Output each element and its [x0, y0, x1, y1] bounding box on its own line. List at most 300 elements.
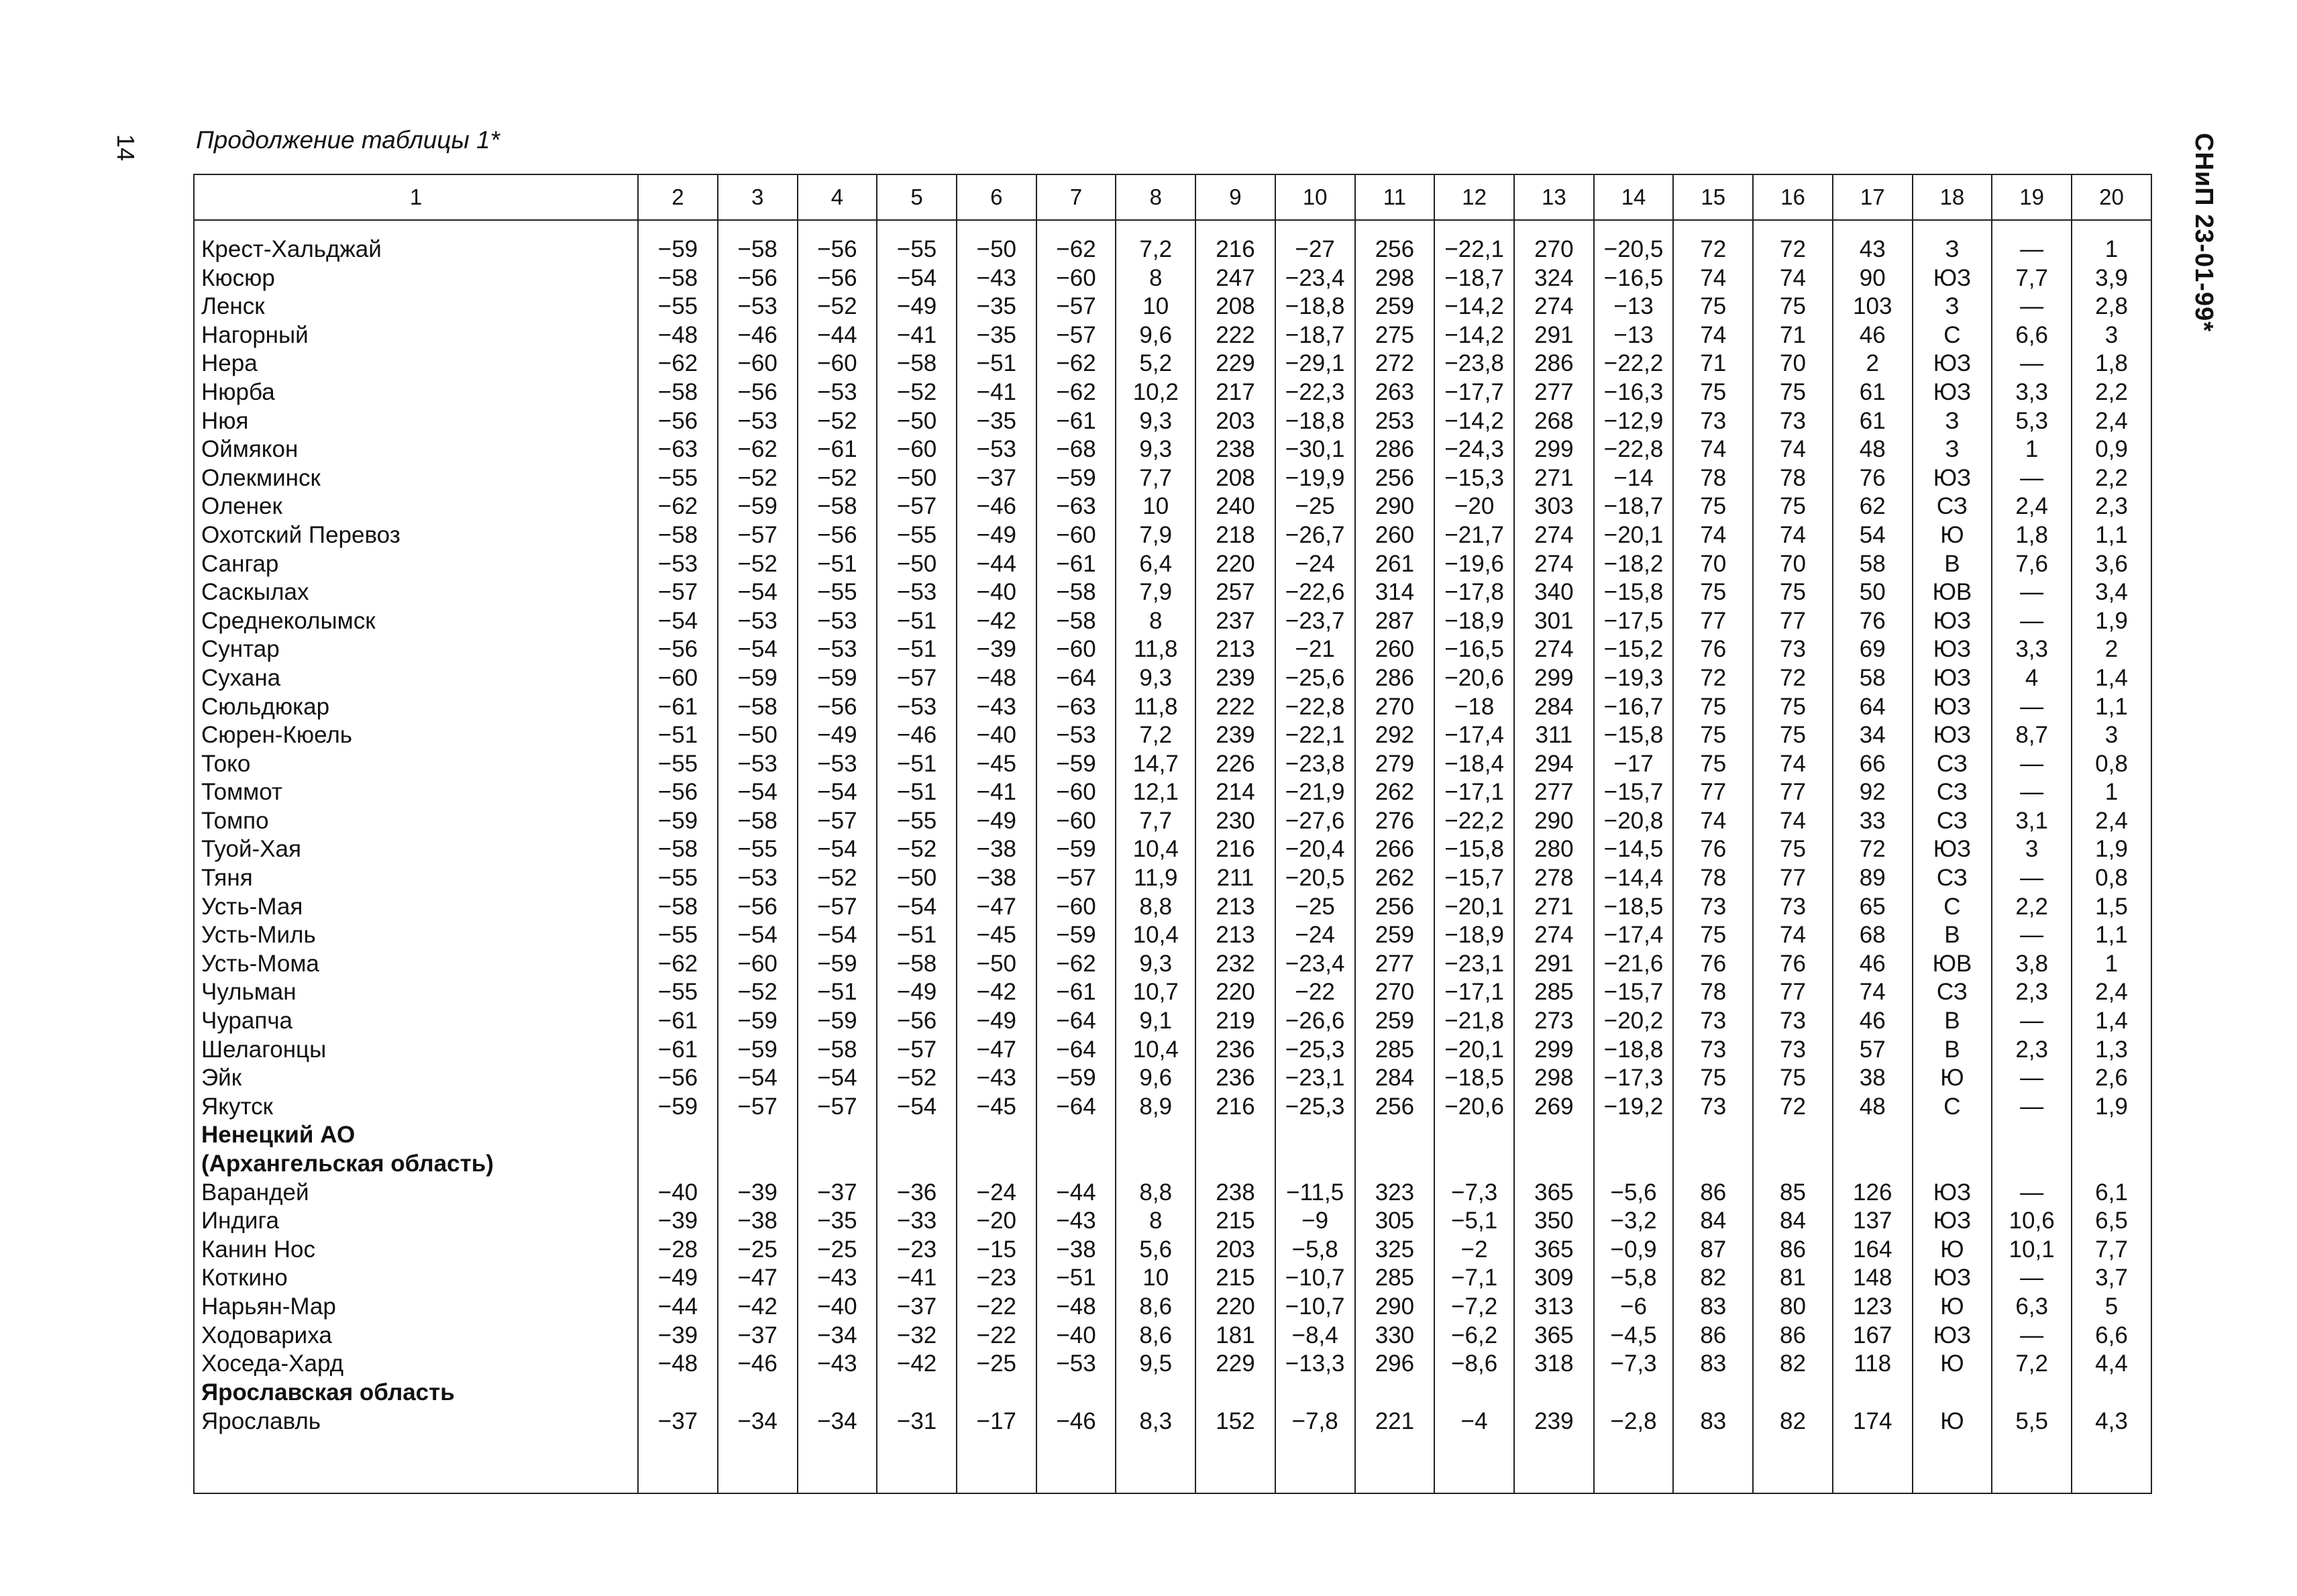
table-cell: 80 [1753, 1293, 1833, 1322]
table-cell: 291 [1514, 950, 1594, 979]
column-header: 7 [1036, 174, 1116, 220]
station-name: Хоседа-Хард [194, 1350, 638, 1379]
column-header: 19 [1992, 174, 2072, 220]
table-cell: −44 [798, 321, 877, 350]
station-name: Чурапча [194, 1007, 638, 1036]
column-header: 1 [194, 174, 638, 220]
table-cell: ЮЗ [1913, 693, 1992, 722]
table-cell: 268 [1514, 407, 1594, 436]
table-cell: 7,2 [1116, 235, 1195, 264]
table-cell: 61 [1833, 407, 1913, 436]
table-cell: −53 [718, 750, 798, 779]
table-cell: −54 [798, 921, 877, 950]
table-cell: 1,4 [2072, 664, 2151, 693]
table-cell: −43 [957, 264, 1036, 293]
table-cell: −32 [877, 1322, 957, 1350]
table-cell: −62 [638, 350, 718, 378]
table-cell: −61 [638, 693, 718, 722]
table-cell: −0,9 [1594, 1236, 1674, 1265]
table-cell: −49 [957, 1007, 1036, 1036]
table-cell: 260 [1355, 521, 1435, 550]
table-cell: −6 [1594, 1293, 1674, 1322]
table-cell: 309 [1514, 1264, 1594, 1293]
table-cell: −4,5 [1594, 1322, 1674, 1350]
table-cell: — [1992, 778, 2072, 807]
table-cell: −62 [1036, 235, 1116, 264]
table-cell: 229 [1195, 350, 1275, 378]
table-cell: 83 [1673, 1293, 1753, 1322]
table-cell: −52 [718, 550, 798, 579]
table-cell: −38 [957, 864, 1036, 893]
table-cell: −64 [1036, 1007, 1116, 1036]
table-cell: −42 [957, 978, 1036, 1007]
table-cell: −63 [1036, 693, 1116, 722]
table-row [194, 921, 2151, 950]
table-cell: −37 [957, 464, 1036, 493]
table-cell: 181 [1195, 1322, 1275, 1350]
station-name: Олекминск [194, 464, 638, 493]
table-cell: −7,8 [1275, 1407, 1355, 1465]
table-cell: 253 [1355, 407, 1435, 436]
table-cell: −57 [718, 1093, 798, 1122]
table-cell: 260 [1355, 635, 1435, 664]
table-cell: 86 [1753, 1236, 1833, 1265]
table-cell: −55 [877, 807, 957, 836]
table-cell: 215 [1195, 1264, 1275, 1293]
column-header: 4 [798, 174, 877, 220]
station-name: Чульман [194, 978, 638, 1007]
table-cell: −15,7 [1594, 778, 1674, 807]
table-cell: 73 [1673, 1036, 1753, 1065]
station-name: Нюя [194, 407, 638, 436]
table-cell: 92 [1833, 778, 1913, 807]
table-cell: 33 [1833, 807, 1913, 836]
table-cell: −60 [1036, 778, 1116, 807]
column-header: 20 [2072, 174, 2151, 220]
table-cell: −56 [638, 1064, 718, 1093]
table-cell: −41 [957, 778, 1036, 807]
table-cell: −19,6 [1434, 550, 1514, 579]
table-cell: 256 [1355, 893, 1435, 922]
table-cell: −34 [718, 1407, 798, 1465]
station-name: Нарьян-Мар [194, 1293, 638, 1322]
table-cell: −18,8 [1275, 292, 1355, 321]
table-cell: 1 [2072, 235, 2151, 264]
table-cell: 3,8 [1992, 950, 2072, 979]
table-cell: 10,7 [1116, 978, 1195, 1007]
table-cell: −58 [798, 1036, 877, 1065]
table-cell: 2,6 [2072, 1064, 2151, 1093]
table-cell: 256 [1355, 464, 1435, 493]
table-cell: 298 [1514, 1064, 1594, 1093]
table-cell: 61 [1833, 378, 1913, 407]
station-name: Оленек [194, 492, 638, 521]
table-cell: −17,8 [1434, 578, 1514, 607]
table-cell: 10,4 [1116, 1036, 1195, 1065]
table-cell: −57 [877, 664, 957, 693]
section-heading: Ненецкий АО [194, 1121, 638, 1150]
table-cell: 7,6 [1992, 550, 2072, 579]
table-cell: −50 [957, 235, 1036, 264]
table-cell: −56 [798, 521, 877, 550]
table-row [194, 635, 2151, 664]
table-cell: 2,2 [2072, 464, 2151, 493]
table-cell: −22,6 [1275, 578, 1355, 607]
table-cell: −22,1 [1275, 721, 1355, 750]
table-cell: — [1992, 607, 2072, 636]
table-cell: 263 [1355, 378, 1435, 407]
table-cell: −46 [718, 321, 798, 350]
table-cell: −20 [1434, 492, 1514, 521]
table-cell: 0,8 [2072, 864, 2151, 893]
table-cell: −44 [638, 1293, 718, 1322]
table-cell: −57 [718, 521, 798, 550]
table-cell: 330 [1355, 1322, 1435, 1350]
table-cell: −22,8 [1594, 435, 1674, 464]
table-cell: −56 [798, 235, 877, 264]
table-cell: −52 [798, 292, 877, 321]
table-cell: 72 [1833, 835, 1913, 864]
table-cell: — [1992, 235, 2072, 264]
table-cell: 8 [1116, 1207, 1195, 1236]
table-cell: −55 [798, 578, 877, 607]
table-cell: 86 [1673, 1179, 1753, 1208]
table-cell: 84 [1673, 1207, 1753, 1236]
table-cell: 323 [1355, 1179, 1435, 1208]
table-cell: 230 [1195, 807, 1275, 836]
table-cell: −60 [1036, 264, 1116, 293]
station-name: Охотский Перевоз [194, 521, 638, 550]
table-cell: 75 [1753, 578, 1833, 607]
table-cell: 3 [2072, 721, 2151, 750]
table-cell: −8,4 [1275, 1322, 1355, 1350]
table-cell: −52 [718, 464, 798, 493]
table-cell: 54 [1833, 521, 1913, 550]
table-cell: −15 [957, 1236, 1036, 1265]
table-cell: −27 [1275, 235, 1355, 264]
table-cell: −40 [957, 721, 1036, 750]
table-cell: — [1992, 1179, 2072, 1208]
table-cell: −25 [957, 1350, 1036, 1379]
table-cell: −43 [1036, 1207, 1116, 1236]
table-cell: −57 [798, 893, 877, 922]
table-cell: 74 [1833, 978, 1913, 1007]
table-cell: −6,2 [1434, 1322, 1514, 1350]
station-name: Ленск [194, 292, 638, 321]
table-cell: −55 [638, 921, 718, 950]
table-cell: −26,7 [1275, 521, 1355, 550]
table-cell: −14,2 [1434, 407, 1514, 436]
table-cell: −63 [638, 435, 718, 464]
table-cell: −41 [957, 378, 1036, 407]
table-cell: Ю [1913, 1064, 1992, 1093]
table-cell: −17,4 [1434, 721, 1514, 750]
table-cell: 8,6 [1116, 1293, 1195, 1322]
table-cell: −45 [957, 750, 1036, 779]
station-name: Сунтар [194, 635, 638, 664]
table-cell: 325 [1355, 1236, 1435, 1265]
station-name: Оймякон [194, 435, 638, 464]
table-cell: −53 [1036, 721, 1116, 750]
table-cell: 75 [1673, 693, 1753, 722]
table-cell: −53 [718, 407, 798, 436]
table-cell: −50 [718, 721, 798, 750]
table-cell: 74 [1673, 521, 1753, 550]
table-cell: −42 [877, 1350, 957, 1379]
table-cell: −53 [798, 635, 877, 664]
table-cell: −60 [638, 664, 718, 693]
table-cell: 123 [1833, 1293, 1913, 1322]
station-name: Коткино [194, 1264, 638, 1293]
table-row [194, 378, 2151, 407]
table-cell: −15,7 [1594, 978, 1674, 1007]
table-cell: 215 [1195, 1207, 1275, 1236]
table-cell: −18 [1434, 693, 1514, 722]
table-cell: −23 [957, 1264, 1036, 1293]
table-row [194, 521, 2151, 550]
station-name: Токо [194, 750, 638, 779]
table-cell: 11,8 [1116, 693, 1195, 722]
table-cell: −59 [1036, 835, 1116, 864]
table-cell: −57 [1036, 864, 1116, 893]
table-cell: 10 [1116, 1264, 1195, 1293]
table-cell: 10 [1116, 492, 1195, 521]
table-cell: З [1913, 292, 1992, 321]
table-cell: −18,8 [1594, 1036, 1674, 1065]
table-cell: 1 [1992, 435, 2072, 464]
table-cell: 365 [1514, 1179, 1594, 1208]
table-cell: 229 [1195, 1350, 1275, 1379]
table-cell: 276 [1355, 807, 1435, 836]
table-cell: −24,3 [1434, 435, 1514, 464]
table-cell: 208 [1195, 292, 1275, 321]
table-cell: −55 [638, 464, 718, 493]
table-cell: 7,2 [1116, 721, 1195, 750]
table-cell: ЮЗ [1913, 1179, 1992, 1208]
table-cell: 9,6 [1116, 1064, 1195, 1093]
station-name: Туой-Хая [194, 835, 638, 864]
page-number: 14 [112, 134, 140, 162]
table-cell: −23,4 [1275, 264, 1355, 293]
table-cell: 277 [1514, 778, 1594, 807]
table-cell: −49 [638, 1264, 718, 1293]
table-cell: −42 [957, 607, 1036, 636]
table-cell: −16,3 [1594, 378, 1674, 407]
station-name: Крест-Хальджай [194, 235, 638, 264]
table-cell: 70 [1753, 550, 1833, 579]
table-cell: 75 [1673, 1064, 1753, 1093]
table-cell: −59 [798, 950, 877, 979]
table-cell: −53 [638, 550, 718, 579]
table-cell: 2,2 [1992, 893, 2072, 922]
table-cell: −15,3 [1434, 464, 1514, 493]
table-cell: −54 [718, 635, 798, 664]
station-name: Индига [194, 1207, 638, 1236]
table-cell: −52 [798, 407, 877, 436]
table-cell: −51 [798, 550, 877, 579]
table-cell: −51 [877, 635, 957, 664]
table-cell: 71 [1753, 321, 1833, 350]
table-cell: −62 [1036, 350, 1116, 378]
table-cell: 280 [1514, 835, 1594, 864]
table-cell: −60 [1036, 893, 1116, 922]
table-cell: −17,1 [1434, 978, 1514, 1007]
table-cell: −20,6 [1434, 1093, 1514, 1122]
table-cell: −37 [877, 1293, 957, 1322]
document-code: СНиП 23-01-99* [2190, 133, 2218, 333]
table-cell: −56 [638, 407, 718, 436]
table-cell: −10,7 [1275, 1264, 1355, 1293]
table-cell: 236 [1195, 1064, 1275, 1093]
column-header: 2 [638, 174, 718, 220]
station-name: Тяня [194, 864, 638, 893]
table-cell: 284 [1355, 1064, 1435, 1093]
table-cell: −22,3 [1275, 378, 1355, 407]
table-cell: 6,6 [1992, 321, 2072, 350]
table-cell: 222 [1195, 693, 1275, 722]
table-cell: −43 [798, 1350, 877, 1379]
table-cell: 237 [1195, 607, 1275, 636]
table-cell: — [1992, 693, 2072, 722]
table-cell: 7,9 [1116, 578, 1195, 607]
table-cell: 43 [1833, 235, 1913, 264]
table-cell: −57 [798, 1093, 877, 1122]
table-cell: −61 [1036, 550, 1116, 579]
table-row [194, 1407, 2151, 1465]
table-cell: −49 [957, 521, 1036, 550]
table-cell: 238 [1195, 1179, 1275, 1208]
table-cell: С [1913, 321, 1992, 350]
table-cell: В [1913, 921, 1992, 950]
station-name: Эйк [194, 1064, 638, 1093]
table-cell: 216 [1195, 835, 1275, 864]
table-cell: −7,1 [1434, 1264, 1514, 1293]
table-cell: −58 [877, 950, 957, 979]
table-cell: 213 [1195, 893, 1275, 922]
station-name: Нюрба [194, 378, 638, 407]
station-name: Сюрен-Кюель [194, 721, 638, 750]
table-cell: −40 [798, 1293, 877, 1322]
table-cell: 38 [1833, 1064, 1913, 1093]
table-cell: 70 [1673, 550, 1753, 579]
table-cell: 238 [1195, 435, 1275, 464]
table-cell: 0,9 [2072, 435, 2151, 464]
station-name: Усть-Мая [194, 893, 638, 922]
table-cell: −48 [638, 321, 718, 350]
table-cell: −52 [877, 1064, 957, 1093]
table-cell: 324 [1514, 264, 1594, 293]
table-cell: ЮЗ [1913, 721, 1992, 750]
table-cell: 77 [1753, 778, 1833, 807]
table-cell: 7,2 [1992, 1350, 2072, 1379]
table-row [194, 1207, 2151, 1236]
table-cell: −39 [638, 1207, 718, 1236]
table-cell: 86 [1753, 1322, 1833, 1350]
table-cell: −49 [798, 721, 877, 750]
table-cell: — [1992, 578, 2072, 607]
table-cell: −22 [957, 1322, 1036, 1350]
table-cell: −58 [638, 264, 718, 293]
table-cell: 240 [1195, 492, 1275, 521]
table-cell: −53 [957, 435, 1036, 464]
table-row [194, 292, 2151, 321]
table-cell: 2,3 [1992, 1036, 2072, 1065]
table-cell: 292 [1355, 721, 1435, 750]
table-cell: −45 [957, 1093, 1036, 1122]
table-cell: 76 [1673, 635, 1753, 664]
table-cell: СЗ [1913, 978, 1992, 1007]
section-row [194, 1121, 2151, 1150]
table-cell: 213 [1195, 921, 1275, 950]
table-cell: −36 [877, 1179, 957, 1208]
table-row [194, 1264, 2151, 1293]
table-cell: 4,3 [2072, 1407, 2151, 1465]
table-cell: 152 [1195, 1407, 1275, 1465]
table-cell: В [1913, 1036, 1992, 1065]
table-cell: 75 [1673, 578, 1753, 607]
table-cell: −43 [957, 1064, 1036, 1093]
table-cell: −23 [877, 1236, 957, 1265]
column-header: 12 [1434, 174, 1514, 220]
table-cell: −51 [877, 778, 957, 807]
table-cell: В [1913, 1007, 1992, 1036]
table-cell: −56 [718, 378, 798, 407]
table-cell: −51 [877, 607, 957, 636]
station-name: Саскылах [194, 578, 638, 607]
table-cell: −62 [638, 950, 718, 979]
table-cell: −33 [877, 1207, 957, 1236]
table-cell: 3,3 [1992, 635, 2072, 664]
table-row [194, 407, 2151, 436]
table-cell: 58 [1833, 664, 1913, 693]
table-cell: −54 [718, 578, 798, 607]
table-cell: 7,7 [1116, 464, 1195, 493]
table-cell: −60 [1036, 635, 1116, 664]
table-cell: 4 [1992, 664, 2072, 693]
table-cell: 7,9 [1116, 521, 1195, 550]
table-cell: −59 [718, 492, 798, 521]
table-cell: 83 [1673, 1407, 1753, 1465]
table-cell: −17,1 [1434, 778, 1514, 807]
table-cell: 1,1 [2072, 921, 2151, 950]
table-cell: −47 [957, 1036, 1036, 1065]
table-cell: −15,8 [1594, 721, 1674, 750]
table-cell: −44 [957, 550, 1036, 579]
table-cell: 69 [1833, 635, 1913, 664]
table-cell: −59 [638, 1093, 718, 1122]
table-caption: Продолжение таблицы 1* [196, 126, 500, 154]
table-cell: 74 [1753, 921, 1833, 950]
table-cell: −52 [798, 864, 877, 893]
table-cell: 2,4 [2072, 807, 2151, 836]
table-cell: −40 [638, 1179, 718, 1208]
table-cell: 274 [1514, 292, 1594, 321]
table-cell: 46 [1833, 1007, 1913, 1036]
table-cell: ЮЗ [1913, 464, 1992, 493]
table-cell: −10,7 [1275, 1293, 1355, 1322]
table-cell: 269 [1514, 1093, 1594, 1122]
table-cell: −53 [798, 378, 877, 407]
table-cell: −25,6 [1275, 664, 1355, 693]
table-cell: 78 [1673, 978, 1753, 1007]
table-cell: −48 [957, 664, 1036, 693]
table-cell: −55 [638, 292, 718, 321]
table-cell: −29,1 [1275, 350, 1355, 378]
table-cell: −59 [638, 235, 718, 264]
table-cell: −53 [877, 693, 957, 722]
table-cell: 3,1 [1992, 807, 2072, 836]
table-cell: −41 [877, 1264, 957, 1293]
